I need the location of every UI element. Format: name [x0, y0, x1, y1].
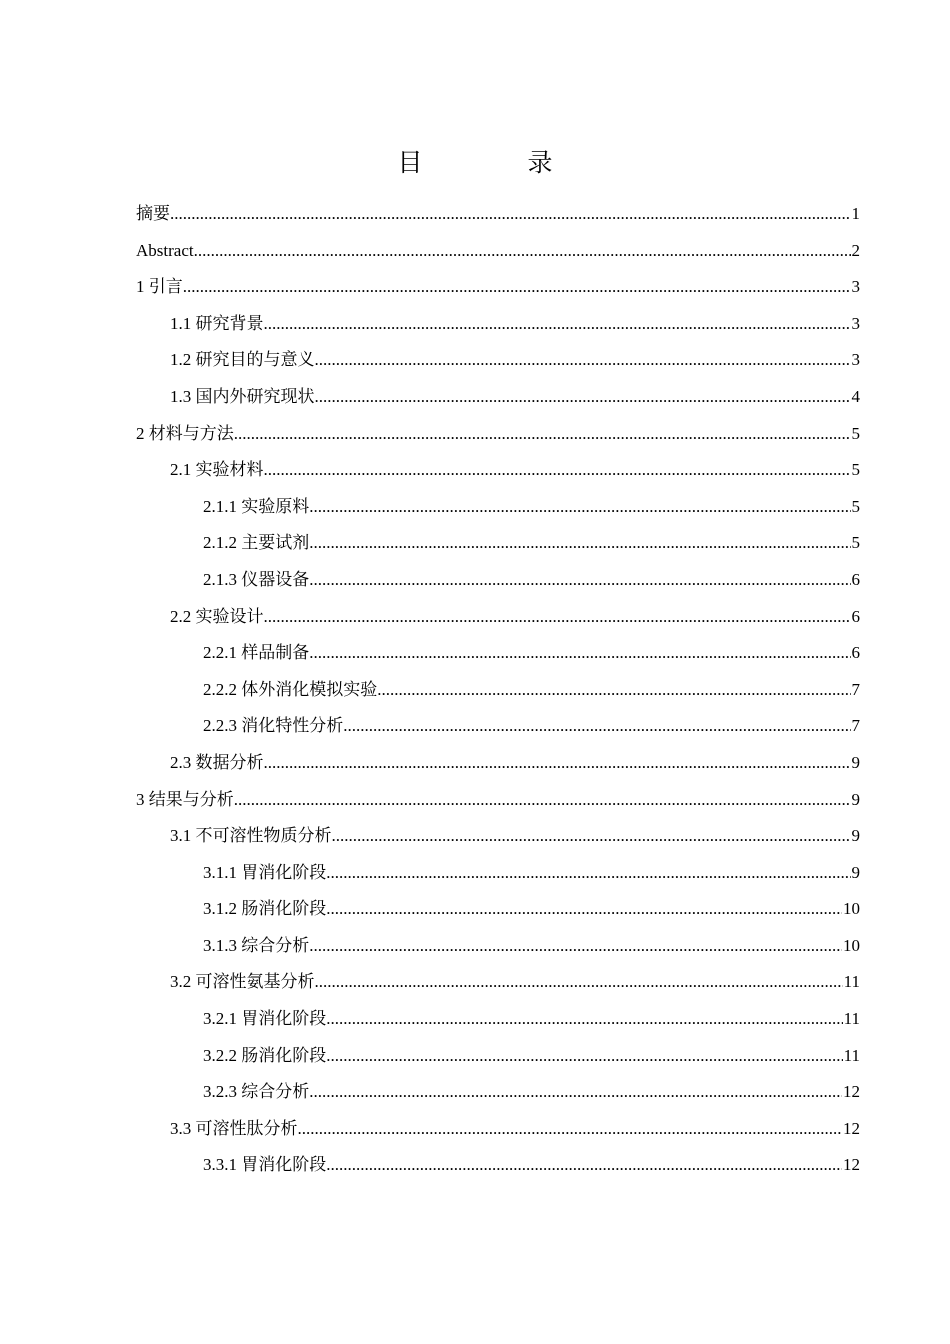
toc-page-number: 6: [851, 606, 860, 626]
toc-page-number: 5: [851, 460, 860, 480]
toc-entry[interactable]: [136, 196, 860, 233]
toc-entry-label: 3.2.1 胃消化阶段: [203, 1009, 327, 1029]
dot-leader: [234, 782, 851, 819]
dot-leader: [183, 269, 851, 306]
dot-leader: [315, 379, 851, 416]
toc-entry-label: 2.1.2 主要试剂: [203, 533, 310, 553]
toc-entry-label: 3.1 不可溶性物质分析: [170, 826, 332, 846]
dot-leader: [326, 1001, 842, 1038]
toc-entry[interactable]: [136, 269, 860, 306]
toc-entry[interactable]: [136, 562, 860, 599]
dot-leader: [315, 964, 843, 1001]
dot-leader: [309, 1074, 842, 1111]
dot-leader: [343, 708, 850, 745]
toc-page-number: 7: [851, 679, 860, 699]
toc-page-number: 12: [843, 1155, 860, 1175]
toc-entry[interactable]: [136, 452, 860, 489]
toc-page-number: 9: [851, 752, 860, 772]
table-of-contents: [136, 196, 860, 1184]
toc-entry[interactable]: [136, 1111, 860, 1148]
toc-entry-label: 1.2 研究目的与意义: [170, 350, 315, 370]
dot-leader: [309, 928, 842, 965]
dot-leader: [309, 635, 850, 672]
dot-leader: [309, 562, 850, 599]
toc-page-number: 6: [851, 569, 860, 589]
toc-entry[interactable]: [136, 1001, 860, 1038]
toc-entry[interactable]: [136, 416, 860, 453]
toc-entry-label: 1 引言: [136, 277, 183, 297]
toc-entry-label: 2.3 数据分析: [170, 752, 264, 772]
toc-entry[interactable]: [136, 306, 860, 343]
dot-leader: [315, 342, 851, 379]
toc-entry-label: 3.2.3 综合分析: [203, 1082, 310, 1102]
toc-page-number: 12: [843, 1082, 860, 1102]
toc-entry-label: 2.1.3 仪器设备: [203, 569, 310, 589]
toc-entry[interactable]: [136, 891, 860, 928]
toc-page-number: 3: [851, 350, 860, 370]
toc-page-number: 11: [843, 1045, 860, 1065]
dot-leader: [326, 1038, 842, 1075]
dot-leader: [194, 233, 851, 270]
toc-entry-label: 2.1.1 实验原料: [203, 496, 310, 516]
dot-leader: [264, 306, 851, 343]
toc-entry-label: 3.3.1 胃消化阶段: [203, 1155, 327, 1175]
dot-leader: [309, 525, 850, 562]
toc-page-number: 6: [851, 643, 860, 663]
dot-leader: [234, 416, 851, 453]
dot-leader: [332, 818, 851, 855]
toc-entry[interactable]: [136, 342, 860, 379]
toc-entry-label: 3.3 可溶性肽分析: [170, 1118, 298, 1138]
toc-entry-label: 2.2.3 消化特性分析: [203, 716, 344, 736]
toc-page-number: 10: [843, 899, 860, 919]
dot-leader: [264, 452, 851, 489]
dot-leader: [326, 855, 850, 892]
toc-page-number: 9: [851, 789, 860, 809]
toc-page-number: 10: [843, 935, 860, 955]
toc-entry[interactable]: [136, 818, 860, 855]
dot-leader: [309, 489, 850, 526]
toc-entry[interactable]: [136, 1038, 860, 1075]
toc-page-number: 5: [851, 496, 860, 516]
dot-leader: [377, 672, 850, 709]
toc-entry[interactable]: [136, 672, 860, 709]
toc-entry-label: 3.1.3 综合分析: [203, 935, 310, 955]
page-title: 目 录: [397, 148, 593, 177]
toc-entry[interactable]: [136, 233, 860, 270]
toc-page-number: 3: [851, 313, 860, 333]
toc-entry-label: 3.2.2 肠消化阶段: [203, 1045, 327, 1065]
toc-page-number: 5: [851, 533, 860, 553]
dot-leader: [326, 891, 842, 928]
dot-leader: [264, 745, 851, 782]
toc-page-number: 9: [851, 826, 860, 846]
toc-entry[interactable]: [136, 708, 860, 745]
toc-entry-label: 2.2.1 样品制备: [203, 643, 310, 663]
toc-entry-label: 1.1 研究背景: [170, 313, 264, 333]
dot-leader: [298, 1111, 843, 1148]
toc-entry[interactable]: [136, 964, 860, 1001]
toc-entry[interactable]: [136, 489, 860, 526]
toc-entry[interactable]: [136, 855, 860, 892]
toc-entry[interactable]: [136, 928, 860, 965]
toc-entry-label: 1.3 国内外研究现状: [170, 386, 315, 406]
toc-entry-label: Abstract: [136, 240, 194, 260]
toc-page-number: 5: [851, 423, 860, 443]
toc-entry[interactable]: [136, 599, 860, 636]
toc-entry[interactable]: [136, 782, 860, 819]
toc-entry-label: 摘要: [136, 204, 170, 223]
toc-entry[interactable]: [136, 525, 860, 562]
toc-page-number: 12: [843, 1118, 860, 1138]
dot-leader: [170, 196, 851, 233]
toc-entry[interactable]: [136, 1074, 860, 1111]
toc-entry-label: 2.2.2 体外消化模拟实验: [203, 679, 378, 699]
toc-entry-label: 3.1.1 胃消化阶段: [203, 862, 327, 882]
dot-leader: [264, 599, 851, 636]
toc-page-number: 1: [851, 204, 860, 223]
toc-entry-label: 3.2 可溶性氨基分析: [170, 972, 315, 992]
toc-entry-label: 2 材料与方法: [136, 423, 234, 443]
toc-page-number: 3: [851, 277, 860, 297]
toc-page-number: 7: [851, 716, 860, 736]
toc-page-number: 2: [851, 240, 860, 260]
toc-entry-label: 2.2 实验设计: [170, 606, 264, 626]
toc-entry-label: 3.1.2 肠消化阶段: [203, 899, 327, 919]
toc-page-number: 11: [843, 1009, 860, 1029]
dot-leader: [326, 1147, 842, 1184]
toc-entry[interactable]: [136, 745, 860, 782]
toc-entry-label: 3 结果与分析: [136, 789, 234, 809]
toc-page-number: 4: [851, 386, 860, 406]
toc-entry-label: 2.1 实验材料: [170, 460, 264, 480]
toc-page-number: 9: [851, 862, 860, 882]
toc-entry[interactable]: [136, 635, 860, 672]
toc-entry[interactable]: [136, 379, 860, 416]
toc-page-number: 11: [843, 972, 860, 992]
toc-entry[interactable]: [136, 1147, 860, 1184]
